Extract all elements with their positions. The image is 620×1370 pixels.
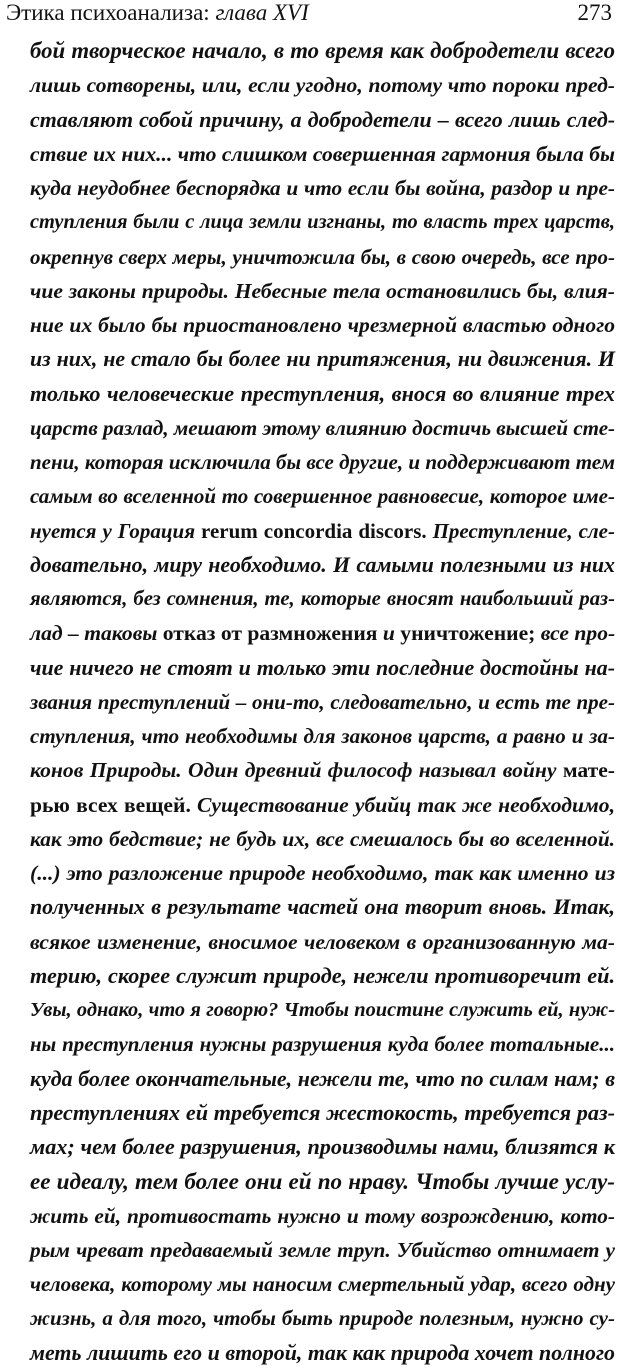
text-line [30, 856, 615, 890]
text-segment: самым во вселенной то совершенное равновесие, которое име- [30, 484, 615, 509]
text-segment: Преступление, сле- [426, 518, 615, 543]
text-segment: терию, скорее служит природе, нежели противоречит ей. [30, 962, 615, 988]
text-segment: рью всех вещей. [30, 792, 198, 817]
text-segment: куда неудобнее беспорядка и что если бы война, раздор и пре- [30, 176, 615, 200]
text-segment: преступлениях ей требуется жестокость, требуется раз- [30, 1099, 615, 1125]
text-segment: всякое изменение, вносимое человеком в организованную ма- [30, 929, 615, 954]
text-segment: ны преступления нужны разрушения куда более тотальные... [30, 1032, 615, 1057]
text-line [30, 1199, 615, 1233]
text-line [30, 1062, 615, 1096]
text-segment: как это бедствие; не будь их, все смешалось бы во вселенной. [30, 826, 615, 851]
text-line [30, 411, 615, 445]
text-segment: чие ничего не стоят и только эти последние достойны на- [30, 654, 615, 680]
text-segment: жизнь, а для того, чтобы быть природе полезным, нужно су- [30, 1306, 615, 1331]
text-line [30, 548, 615, 582]
text-segment: отказ от размножения [162, 621, 383, 646]
text-segment: лишь сотворены, или, если угодно, потому что пороки пред- [30, 73, 615, 98]
text-segment: (...) это разложение природе необходимо, так как именно из [30, 861, 615, 885]
text-segment: ступления были с лица земли изгнаны, то власть трех царств, [30, 211, 615, 234]
text-line [30, 171, 615, 205]
text-line [30, 1130, 615, 1164]
text-line [30, 342, 615, 376]
text-segment: только человеческие преступления, внося во влияние трех [30, 380, 615, 406]
text-line [30, 274, 615, 308]
text-line [30, 137, 615, 171]
text-line [30, 685, 615, 719]
text-segment: довательно, миру необходимо. И самыми полезными из них [30, 551, 615, 577]
text-line [30, 514, 615, 548]
text-segment: rerum concordia discors. [201, 518, 427, 543]
text-segment: ступления, что необходимы для законов царств, а равно и за- [30, 724, 615, 748]
text-line [30, 925, 615, 959]
text-segment: звания преступлений – они-то, следовательно, и есть те пре- [30, 689, 615, 714]
text-segment: ставляют собой причину, а добродетели – всего лишь след- [30, 106, 615, 132]
text-line [30, 753, 615, 787]
text-line [30, 1164, 615, 1198]
text-segment: человека, которому мы наносим смертельный удар, всего одну [30, 1272, 615, 1296]
chapter-title: глава XVI [215, 0, 309, 25]
text-line [30, 377, 615, 411]
text-line [30, 479, 615, 513]
text-segment: царств разлад, мешают этому влиянию достичь высшей сте- [30, 415, 616, 440]
text-line [30, 959, 615, 993]
text-segment: жить ей, противостать нужно и тому возрождению, кото- [30, 1203, 615, 1228]
text-segment: уничтожение; [400, 621, 541, 646]
text-segment: пени, которая исключила бы все другие, и поддерживают тем [30, 450, 615, 474]
text-segment: лад – [30, 621, 85, 646]
text-segment: являются, без сомнения, те, которые вносят наибольший раз- [30, 588, 615, 610]
text-segment: нуется у Горация [30, 518, 202, 543]
text-line [30, 1301, 615, 1335]
text-segment: куда более окончательные, нежели те, что по силам нам; в [30, 1065, 615, 1091]
running-title [6, 0, 309, 26]
text-line [30, 1267, 615, 1301]
text-segment: из них, не стало бы более ни притяжения, ни движения. И [30, 346, 615, 372]
running-header [6, 0, 612, 30]
text-line [30, 651, 615, 685]
text-line [30, 616, 615, 650]
text-line [30, 34, 615, 68]
text-segment: меть лишить его и второй, так как природа хочет полного [30, 1339, 615, 1365]
text-line [30, 822, 615, 856]
text-line [30, 1027, 615, 1061]
text-line [30, 788, 615, 822]
text-segment: мате- [562, 758, 615, 783]
book-title: Этика психоанализа: [6, 0, 216, 25]
text-segment: окрепнув сверх меры, уничтожила бы, в свою очередь, все про- [30, 244, 615, 269]
text-line [30, 205, 615, 239]
text-segment: мах; чем более разрушения, производимы нами, близятся к [30, 1134, 615, 1159]
text-segment: конов Природы. Один древний философ называл войну [30, 758, 563, 783]
text-line [30, 308, 615, 342]
text-segment: полученных в результате частей она творит вновь. Итак, [30, 894, 615, 920]
text-line [30, 1233, 615, 1267]
text-segment: бой творческое начало, в то время как добродетели всего [30, 38, 615, 63]
text-segment: Существование убийц так же необходимо, [197, 792, 616, 817]
text-line [30, 993, 615, 1027]
body-text [30, 34, 615, 1370]
text-line [30, 890, 615, 924]
text-segment: чие законы природы. Небесные тела остановились бы, влия- [30, 278, 615, 303]
text-segment: все про- [540, 621, 616, 646]
text-line [30, 103, 615, 137]
page-number: 273 [577, 0, 612, 25]
text-line [30, 1336, 615, 1370]
text-line [30, 445, 615, 479]
text-segment: рым чреват предаваемый земле труп. Убийство отнимает у [30, 1237, 615, 1262]
text-segment: ее идеалу, тем более они ей по нраву. Чтобы лучше услу- [30, 1168, 615, 1195]
text-line [30, 719, 615, 753]
text-segment: ние их было бы приостановлено чрезмерной властью одного [30, 313, 615, 337]
text-segment: таковы [84, 621, 163, 646]
text-line [30, 68, 615, 102]
text-line [30, 1096, 615, 1130]
text-segment: Увы, однако, что я говорю? Чтобы поистине служить ей, нуж- [30, 999, 615, 1021]
text-line [30, 582, 615, 616]
text-segment: ствие их них... что слишком совершенная гармония была бы [30, 141, 615, 166]
text-line [30, 240, 615, 274]
text-segment: и [382, 621, 401, 646]
